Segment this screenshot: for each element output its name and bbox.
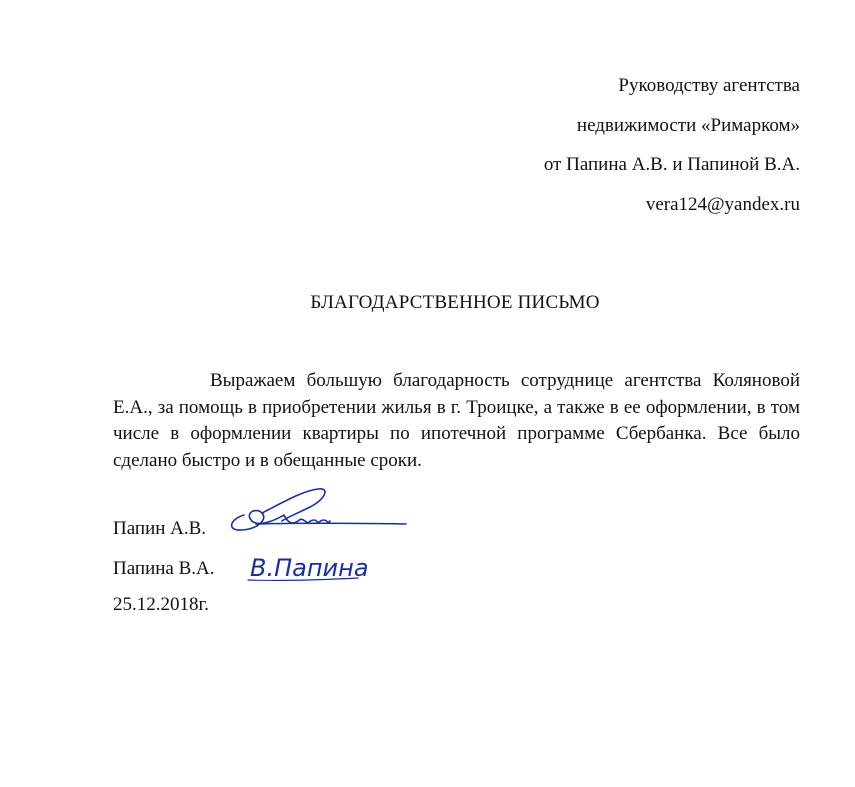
letter-date: 25.12.2018г. <box>113 594 209 615</box>
signature-2-text: В.Папина <box>250 554 369 582</box>
addressee-line-1: Руководству агентства <box>618 75 800 96</box>
signature-1 <box>222 483 412 543</box>
addressee-line-3: от Папина А.В. и Папиной В.А. <box>543 154 800 175</box>
signer-name-2: Папина В.А. <box>113 558 215 579</box>
signature-2 <box>240 540 370 590</box>
addressee-block <box>544 66 800 224</box>
letter-title: БЛАГОДАРСТВЕННОЕ ПИСЬМО <box>310 292 600 313</box>
letter-body: Выражаем большую благодарность сотруднице агентства Коляновой Е.А., за помощь в приобретении жилья в г. Троицке, а также в ее оформлении, в том числе в оформлении квартиры по ипотечной программе Сбербанка. Все было сделано быстро и в обещанные сроки. <box>113 370 800 471</box>
addressee-email: vera124@yandex.ru <box>645 193 800 215</box>
addressee-line-2: недвижимости «Римарком» <box>576 114 800 136</box>
signer-name-1: Папин А.В. <box>113 518 207 539</box>
